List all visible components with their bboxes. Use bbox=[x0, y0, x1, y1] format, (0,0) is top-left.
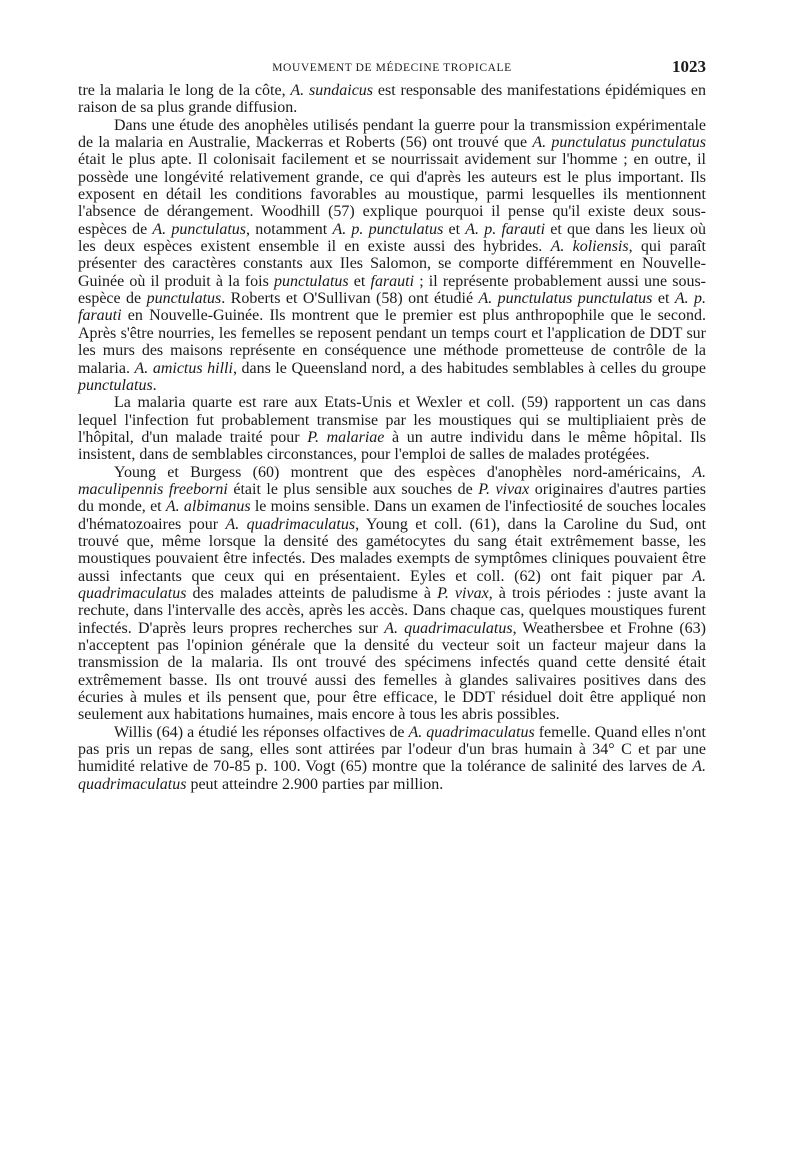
italic-term: A. maculipennis freeborni bbox=[78, 463, 706, 498]
italic-term: A. koliensis bbox=[550, 238, 629, 256]
italic-term: A. punctulatus punctulatus bbox=[532, 134, 706, 152]
text-run: , qui paraît présenter des caractères constants aux Iles Salomon, se comporte différemment en Nouvelle-Guinée où il produit à la fois bbox=[78, 238, 706, 290]
text-run: et que dans les lieux où les deux espèces existent ensemble il en existe aussi des hybrides. bbox=[78, 220, 707, 256]
text-run: ; il représente probablement aussi une sous-espèce de bbox=[78, 272, 707, 308]
italic-term: A. quadrimaculatus bbox=[408, 723, 535, 741]
text-run: , à trois périodes : juste avant la rechute, dans l'intervalle des accès, après les accès. Dans chaque cas, quelques moustiques furent infectés. D'après leurs propres recherches sur bbox=[78, 584, 707, 637]
text-run: le moins sensible. Dans un examen de l'infectiosité de souches locales d'hématozoaires pour bbox=[78, 498, 706, 533]
italic-term: A. albimanus bbox=[165, 498, 251, 516]
italic-term: P. malariae bbox=[307, 428, 385, 446]
italic-term: A. quadrimaculatus bbox=[384, 619, 513, 637]
text-run: . Roberts et O'Sullivan (58) ont étudié bbox=[221, 290, 479, 308]
text-run: des malades atteints de paludisme à bbox=[186, 584, 438, 602]
italic-term: A. p. punctulatus bbox=[332, 220, 444, 238]
italic-term: farauti bbox=[370, 272, 415, 290]
italic-term: A. p. farauti bbox=[465, 220, 546, 238]
italic-term: A. quadrimaculatus bbox=[78, 567, 706, 602]
text-run: , Young et coll. (61), dans la Caroline du Sud, ont trouvé que, même lorsque la densité des gamétocytes du sang était extrêmement basse, les moustiques pouvaient être infectés. Des malades exempts de symptômes cliniques pouvaient être aussi infectants que ceux qui en présentaient. Eyles et coll. (62) ont fait piquer par bbox=[78, 515, 707, 585]
italic-term: A. quadrimaculatus bbox=[225, 515, 356, 533]
text-run: Willis (64) a étudié les réponses olfactives de bbox=[114, 723, 409, 741]
text-run: Young et Burgess (60) montrent que des espèces d'anophèles nord-américains, bbox=[114, 463, 693, 481]
text-run: est responsable des manifestations épidémiques en raison de sa plus grande diffusion. bbox=[78, 82, 706, 117]
paragraph bbox=[78, 724, 706, 793]
italic-term: A. punctulatus punctulatus bbox=[478, 290, 653, 308]
page-number: 1023 bbox=[672, 57, 706, 76]
paragraph bbox=[78, 82, 706, 117]
text-run: . bbox=[152, 376, 157, 394]
running-title: MOUVEMENT DE MÉDECINE TROPICALE bbox=[272, 62, 512, 74]
italic-term: A. punctulatus bbox=[152, 220, 247, 238]
italic-term: A. sundaicus bbox=[290, 82, 374, 99]
italic-term: A. amictus hilli bbox=[134, 359, 233, 377]
text-run: en Nouvelle-Guinée. Ils montrent que le premier est plus anthropophile que le second. Après s'être nourries, les femelles se reposent pendant un temps court et l'application de DDT sur les murs des maisons représente en conséquence une méthode prometteuse de contrôle de la malaria. bbox=[78, 307, 706, 377]
italic-term: A. quadrimaculatus bbox=[78, 758, 706, 793]
text-run: et bbox=[348, 272, 371, 290]
text-run: , dans le Queensland nord, a des habitudes semblables à celles du groupe bbox=[232, 359, 707, 377]
text-run: , Weathersbee et Frohne (63) n'acceptent pas l'opinion générale que la densité du vecteur soit un facteur majeur dans la transmission de la malaria. Ils ont trouvé des spécimens infectés quand cette densité était extrêmement basse. Ils ont trouvé aussi des femelles à glandes salivaires positives dans des écuries à mules et ils pensent que, pour être efficace, le DDT résiduel doit être appliqué non seulement aux habitations humaines, mais encore à tous les abris possibles. bbox=[78, 619, 706, 724]
text-run: peut atteindre 2.900 parties par million. bbox=[186, 775, 444, 793]
text-run: à un autre individu dans le même hôpital. Ils insistent, dans de semblables circonstances, pour l'emploi de salles de malades protégées. bbox=[78, 428, 707, 464]
text-run: originaires d'autres parties du monde, et bbox=[78, 480, 707, 516]
text-run: et bbox=[443, 220, 466, 238]
italic-term: A. p. farauti bbox=[78, 290, 707, 325]
text-run: La malaria quarte est rare aux Etats-Unis et Wexler et coll. (59) rapportent un cas dans lequel l'infection fut probablement transmise par les moustiques qui se multipliaient près de l'hôpital, d'un malade traité pour bbox=[78, 394, 706, 446]
running-head bbox=[78, 52, 706, 82]
paragraph bbox=[78, 394, 706, 463]
italic-term: punctulatus bbox=[146, 290, 222, 308]
text-run: tre la malaria le long de la côte, bbox=[78, 82, 291, 99]
text-run: Dans une étude des anophèles utilisés pendant la guerre pour la transmission expérimentale de la malaria en Australie, Mackerras et Roberts (56) ont trouvé que bbox=[78, 116, 706, 152]
text-run: et bbox=[652, 290, 675, 308]
text-run: , notamment bbox=[246, 220, 333, 238]
document-page bbox=[78, 52, 706, 793]
paragraph bbox=[78, 117, 706, 395]
italic-term: punctulatus bbox=[78, 376, 153, 394]
paragraph bbox=[78, 464, 706, 724]
italic-term: P. vivax bbox=[437, 584, 489, 602]
text-run: était le plus sensible aux souches de bbox=[227, 480, 479, 498]
body-text bbox=[78, 82, 706, 793]
italic-term: P. vivax bbox=[478, 480, 530, 498]
italic-term: punctulatus bbox=[273, 272, 349, 290]
text-run: femelle. Quand elles n'ont pas pris un repas de sang, elles sont attirées par l'odeur d'un bras humain à 34° C et par une humidité relative de 70-85 p. 100. Vogt (65) montre que la tolérance de salinité des larves de bbox=[78, 723, 706, 776]
text-run: était le plus apte. Il colonisait facilement et se nourrissait avidement sur l'homme ; en outre, il possède une longévité relativement grande, ce qui d'après les auteurs est le plus important. Ils exposent en détail les conditions favorables au moustique, parmi lesquelles ils mentionnent l'absence de dérangement. Woodhill (57) explique pourquoi il pense qu'il existe deux sous-espèces de bbox=[78, 151, 706, 238]
